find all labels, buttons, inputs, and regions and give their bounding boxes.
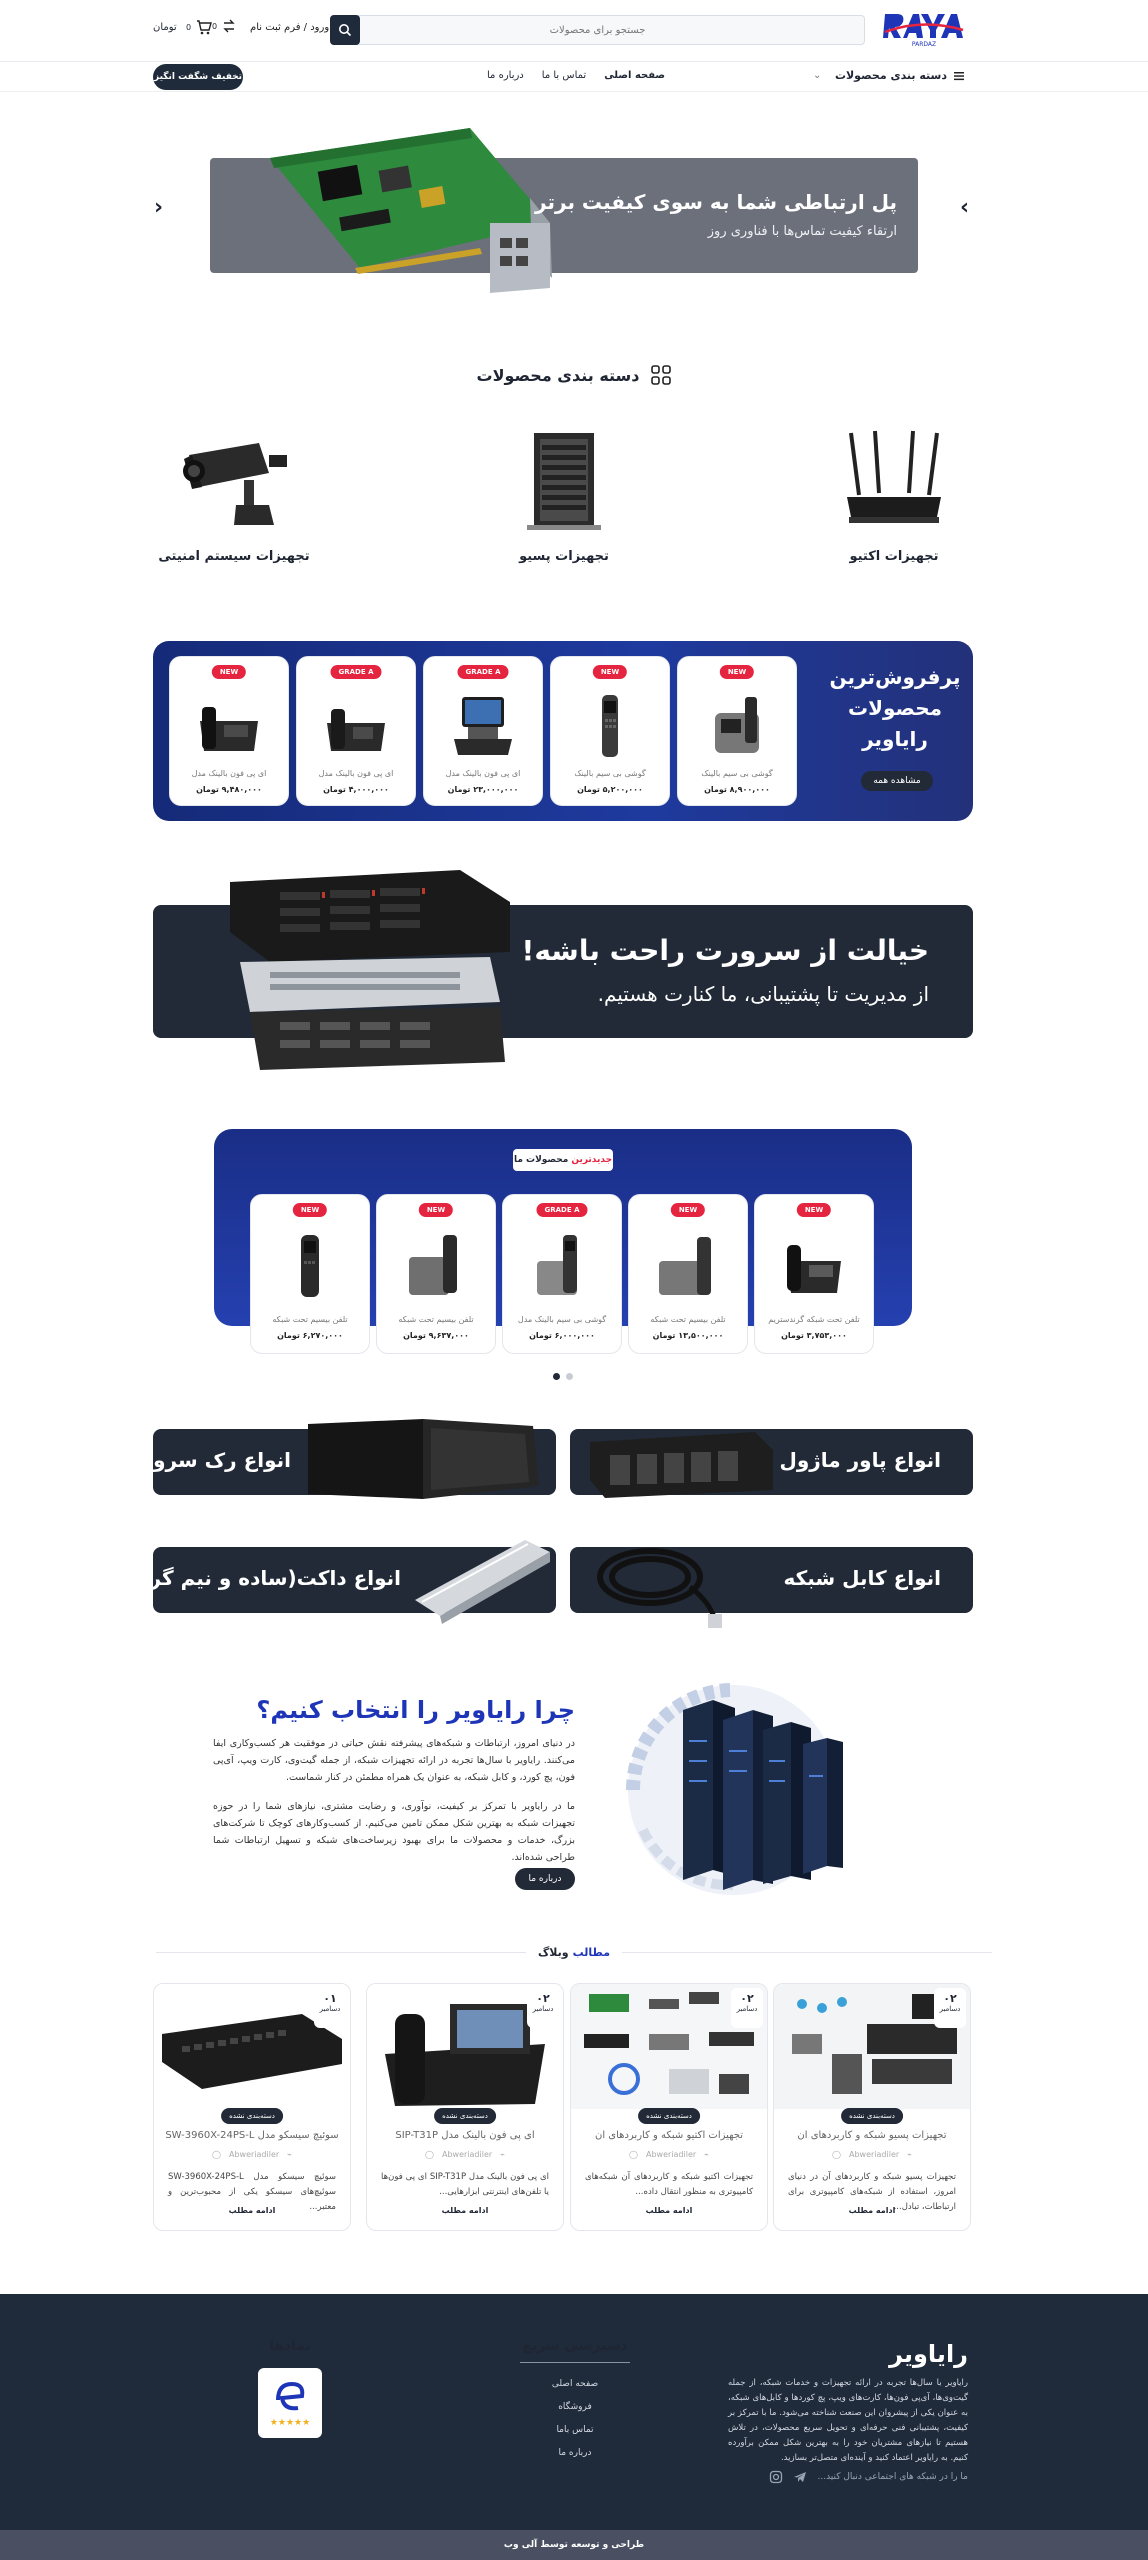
search-button[interactable] — [330, 15, 360, 45]
voip-card-image — [250, 128, 570, 308]
divider — [156, 1952, 526, 1953]
post-author: Abweriadiler — [228, 2150, 280, 2159]
bestsellers-title-line: رایاویر — [862, 727, 928, 751]
dect-base-icon — [629, 1231, 747, 1301]
enamad-logo-icon — [270, 2378, 310, 2418]
duct-image — [410, 1530, 555, 1625]
post-month: دسامبر — [736, 2005, 758, 2013]
badges-title: نمادها — [268, 2338, 312, 2354]
product-card[interactable] — [376, 1194, 496, 1354]
blog-card[interactable] — [570, 1983, 768, 2231]
carousel-dots — [553, 1373, 573, 1380]
post-excerpt: سوئیچ سیسکو مدل SW-3960X-24PS-L سوئیچ‌های سیسکو یکی از محبوب‌ترین و معتبر... — [168, 2172, 336, 2212]
post-day: ۰۲ — [740, 1992, 754, 2005]
currency-label: تومان — [153, 22, 177, 33]
read-more-link[interactable]: ادامه مطلب — [645, 2206, 693, 2215]
rack-icon — [509, 425, 619, 535]
product-badge: NEW — [293, 1203, 327, 1217]
product-card[interactable] — [296, 656, 416, 806]
social-text: ما را در شبکه های اجتماعی دنبال کنید... — [817, 2472, 968, 2482]
blog-card[interactable] — [153, 1983, 351, 2231]
banner-title: انواع رک سرور — [141, 1448, 291, 1472]
nav-contact[interactable]: تماس با ما — [541, 70, 587, 81]
categories-menu-label: دسته بندی محصولات — [834, 69, 947, 82]
cordless-phone-icon — [678, 693, 796, 759]
product-badge: GRADE A — [537, 1203, 588, 1217]
post-author: Abweriadiler — [645, 2150, 697, 2159]
category-label: تجهیزات پسیو — [519, 549, 609, 564]
new-products-pill — [513, 1149, 613, 1171]
post-title[interactable]: سوئیچ سیسکو مدل SW-3960X-24PS-L — [165, 2130, 339, 2141]
product-price: ۶,۰۰۰,۰۰۰ تومان — [529, 1331, 595, 1340]
post-meta — [154, 2150, 350, 2159]
product-badge: NEW — [671, 1203, 705, 1217]
quick-links-column — [520, 2338, 630, 2465]
blog-title-accent: مطالب — [572, 1946, 611, 1959]
product-badge: NEW — [419, 1203, 453, 1217]
cctv-camera-icon — [174, 425, 294, 535]
post-category-tag[interactable]: دسته‌بندی نشده — [434, 2108, 496, 2124]
blog-card[interactable] — [773, 1983, 971, 2231]
post-category-tag[interactable]: دسته‌بندی نشده — [841, 2108, 903, 2124]
dect-handset-icon — [551, 693, 669, 759]
post-date — [527, 1988, 559, 2028]
post-category-tag[interactable]: دسته‌بندی نشده — [221, 2108, 283, 2124]
post-excerpt: تجهیزات پسیو شبکه و کاربردهای آن در دنیای امروز، استفاده از شبکه‌های کامپیوتری برای ارتباطات، تبادل... — [788, 2172, 956, 2212]
share-icon[interactable]: ⌁ — [500, 2150, 505, 2159]
why-paragraph: ما در رایاویر با تمرکز بر کیفیت، نوآوری، و رضایت مشتری، نیازهای شما را در حوزه تجهیزات شبکه به بهترین شکل ممکن تامین می‌کنیم. از کسب‌وکارهای کوچک تا شرکت‌های بزرگ، خدمات و محصولات ما برای بهبود زیرساخت‌های شبکه و تسهیل ارتباطات شما طراحی شده‌اند. — [213, 1801, 575, 1863]
product-price: ۵,۲۰۰,۰۰۰ تومان — [577, 785, 643, 794]
instagram-icon[interactable] — [769, 2470, 783, 2484]
why-paragraph: در دنیای امروز، ارتباطات و شبکه‌های پیشرفته نقش حیاتی در موفقیت هر کسب‌وکاری ایفا می‌کنند. رایاویر با سال‌ها تجربه در ارائه تجهیزات شبکه، از جمله گیت‌وی، کارت ویپ، آی‌پی فون، پچ کورد، و کابل شبکه، به عنوان یک همراه مطمئن در کنار شماست. — [213, 1738, 575, 1783]
product-card[interactable] — [550, 656, 670, 806]
dect-handset-icon — [503, 1231, 621, 1301]
categories-menu[interactable] — [835, 69, 965, 82]
cart-icon — [195, 18, 213, 36]
banner-title: انواع داکت(ساده و نیم گرد) — [130, 1566, 401, 1590]
telegram-icon[interactable] — [793, 2470, 807, 2484]
post-meta — [367, 2150, 563, 2159]
grid-icon — [650, 364, 672, 386]
carousel-dot-active[interactable] — [553, 1373, 560, 1380]
compare-count: 0 — [212, 21, 218, 31]
hero-title: پل ارتباطی شما به سوی کیفیت برتر — [535, 190, 897, 214]
product-title: تلفن بیسیم تحت شبکه — [272, 1315, 348, 1324]
post-title[interactable]: ای پی فون بالینک مدل SIP-T31P — [395, 2130, 535, 2141]
wall-rack-image — [303, 1414, 548, 1504]
banner-title: انواع پاور ماژول — [779, 1448, 941, 1472]
special-offer-button[interactable]: تخفیف شگفت انگیز — [153, 64, 243, 90]
product-badge: NEW — [720, 665, 754, 679]
product-title: تلفن تحت شبکه گرندستریم — [768, 1315, 860, 1324]
category-security-equipment[interactable] — [154, 425, 314, 564]
post-month: دسامبر — [319, 2005, 341, 2013]
login-register-link[interactable]: ورود / فرم ثبت نام — [250, 22, 330, 33]
post-date — [731, 1988, 763, 2028]
nav-about[interactable]: درباره ما — [487, 70, 524, 81]
search-box[interactable] — [330, 15, 865, 45]
quick-links-title: دسترسی سریع — [522, 2338, 628, 2354]
post-excerpt: تجهیزات اکتیو شبکه و کاربردهای آن شبکه‌های کامپیوتری به منظور انتقال داده... — [585, 2172, 753, 2197]
product-price: ۶,۲۷۰,۰۰۰ تومان — [277, 1331, 343, 1340]
bestsellers-title-line: محصولات — [847, 696, 943, 720]
why-text — [213, 1735, 575, 1866]
product-title: گوشی بی سیم بالینک — [574, 769, 646, 778]
ip-phone-icon — [170, 693, 288, 759]
banner-title: انواع کابل شبکه — [783, 1566, 941, 1590]
product-badge: GRADE A — [331, 665, 382, 679]
new-products-pill-text: محصولات ما — [513, 1155, 569, 1165]
post-date — [314, 1988, 346, 2028]
product-card[interactable] — [250, 1194, 370, 1354]
power-module-image — [585, 1420, 775, 1500]
blog-section-title — [0, 1946, 1148, 1959]
category-label: تجهیزات اکتیو — [849, 549, 939, 564]
bestsellers-title — [825, 662, 965, 755]
product-badge: GRADE A — [458, 665, 509, 679]
product-title: ای پی فون بالینک مدل — [318, 769, 394, 778]
search-icon — [338, 23, 352, 37]
compare-button[interactable] — [212, 18, 237, 34]
blog-card[interactable] — [366, 1983, 564, 2231]
category-label: تجهیزات سیستم امنیتی — [158, 549, 310, 564]
product-price: ۳,۷۵۳,۰۰۰ تومان — [781, 1331, 847, 1340]
product-price: ۸,۹۰۰,۰۰۰ تومان — [704, 785, 770, 794]
post-author: Abweriadiler — [441, 2150, 493, 2159]
chevron-down-icon: ⌄ — [813, 70, 822, 81]
compare-arrows-icon — [221, 18, 237, 34]
carousel-dot[interactable] — [566, 1373, 573, 1380]
user-icon: ◯ — [629, 2150, 638, 2159]
dect-base-icon — [377, 1231, 495, 1301]
user-icon: ◯ — [425, 2150, 434, 2159]
category-passive-equipment[interactable] — [484, 425, 644, 564]
footer-about: رایاویر با سال‌ها تجربه در ارائه تجهیزات و خدمات شبکه، از جمله گیت‌وی‌ها، آی‌پی فون‌ها، کارت‌های ویپ، پچ کوردها و کابل‌های شبکه، به عنوان یکی از پیشروان این صنعت شناخته می‌شود. ما با تمرکز بر کیفیت، پشتیبانی فنی حرفه‌ای و تحویل سریع محصولات، در تلاش هستیم تا نیازهای مشتریان خود را به بهترین شکل ممکن برآورده کنیم. به رایاویر اعتماد کنید و آینده‌ای متصل‌تر بسازید. — [728, 2378, 968, 2463]
blog-title-text: وبلاگ — [537, 1946, 569, 1959]
product-price: ۹,۶۳۷,۰۰۰ تومان — [403, 1331, 469, 1340]
product-price: ۲۳,۰۰۰,۰۰۰ تومان — [447, 785, 519, 794]
read-more-link[interactable]: ادامه مطلب — [848, 2206, 896, 2215]
footer-brand: رایاویر — [889, 2340, 968, 2368]
cart-button[interactable] — [186, 18, 213, 36]
post-title[interactable]: تجهیزات اکتیو شبکه و کاربردهای آن — [595, 2130, 743, 2141]
product-card[interactable] — [502, 1194, 622, 1354]
product-badge: NEW — [797, 1203, 831, 1217]
footer-social — [769, 2470, 968, 2484]
badges-column — [245, 2338, 335, 2438]
post-author: Abweriadiler — [848, 2150, 900, 2159]
main-nav — [487, 70, 665, 81]
product-badge: NEW — [593, 665, 627, 679]
post-day: ۰۲ — [536, 1992, 550, 2005]
bottom-bar — [0, 2530, 1148, 2560]
share-icon[interactable]: ⌁ — [287, 2150, 292, 2159]
new-products-pill-accent: جدیدترین — [571, 1155, 613, 1165]
ip-phone-icon — [297, 693, 415, 759]
category-active-equipment[interactable] — [814, 425, 974, 564]
server-image — [210, 862, 510, 1072]
post-excerpt: ای پی فون بالینک مدل SIP-T31P ای پی فون‌ها یا تلفن‌های اینترنتی ابزارهایی... — [381, 2172, 549, 2197]
cart-count: 0 — [186, 22, 192, 32]
divider — [520, 2362, 630, 2363]
product-price: ۱۳,۵۰۰,۰۰۰ تومان — [652, 1331, 724, 1340]
search-input[interactable] — [331, 16, 864, 44]
about-us-button[interactable]: درباره ما — [515, 1868, 575, 1890]
footer-link-about[interactable]: درباره ما — [558, 2448, 592, 2458]
footer-link-shop[interactable]: فروشگاه — [558, 2402, 592, 2412]
footer-link-home[interactable]: صفحه اصلی — [551, 2379, 599, 2389]
product-price: ۴,۰۰۰,۰۰۰ تومان — [323, 785, 389, 794]
post-date — [934, 1988, 966, 2028]
datacenter-image — [613, 1680, 883, 1920]
footer-link-contact[interactable]: تماس باما — [556, 2425, 594, 2435]
product-title: ای پی فون بالینک مدل — [445, 769, 521, 778]
product-title: گوشی بی سیم بالینک — [701, 769, 773, 778]
logo-subtitle: PARDAZ — [911, 41, 937, 48]
product-card[interactable] — [628, 1194, 748, 1354]
post-meta — [571, 2150, 767, 2159]
read-more-link[interactable]: ادامه مطلب — [228, 2206, 276, 2215]
hamburger-icon — [953, 70, 965, 82]
video-phone-icon — [424, 693, 542, 759]
bestsellers-title-line: پرفروش‌ترین — [829, 665, 961, 689]
share-icon[interactable]: ⌁ — [907, 2150, 912, 2159]
product-card[interactable] — [169, 656, 289, 806]
desk-phone-icon — [755, 1231, 873, 1301]
post-meta — [774, 2150, 970, 2159]
dect-handset-icon — [251, 1231, 369, 1301]
product-title: ای پی فون بالینک مدل — [191, 769, 267, 778]
categories-title-text: دسته بندی محصولات — [476, 365, 640, 385]
divider — [622, 1952, 992, 1953]
slider-next-arrow[interactable]: › — [960, 195, 970, 220]
user-icon: ◯ — [832, 2150, 841, 2159]
credits-text[interactable]: طراحی و توسعه توسط آلی وب — [503, 2540, 645, 2550]
server-banner-subtitle: از مدیریت تا پشتیبانی، ما کنارت هستیم. — [597, 982, 929, 1006]
enamad-badge[interactable] — [258, 2368, 322, 2438]
product-card[interactable] — [677, 656, 797, 806]
categories-section-title — [0, 364, 1148, 386]
post-category-tag[interactable]: دسته‌بندی نشده — [638, 2108, 700, 2124]
post-day: ۰۱ — [323, 1992, 337, 2005]
router-icon — [839, 425, 949, 535]
post-day: ۰۲ — [943, 1992, 957, 2005]
post-month: دسامبر — [532, 2005, 554, 2013]
slider-prev-arrow[interactable]: ‹ — [154, 195, 164, 220]
user-icon: ◯ — [212, 2150, 221, 2159]
product-card[interactable] — [754, 1194, 874, 1354]
product-card[interactable] — [423, 656, 543, 806]
product-price: ۹,۴۸۰,۰۰۰ تومان — [196, 785, 262, 794]
product-title: گوشی بی سیم بالینک مدل — [517, 1315, 607, 1324]
product-badge: NEW — [212, 665, 246, 679]
share-icon[interactable]: ⌁ — [704, 2150, 709, 2159]
product-title: تلفن بیسیم تحت شبکه — [650, 1315, 726, 1324]
nav-home[interactable]: صفحه اصلی — [604, 70, 666, 81]
hero-subtitle: ارتقاء کیفیت تماس‌ها با فناوری روز — [707, 224, 897, 239]
site-logo[interactable] — [883, 10, 965, 48]
view-all-button[interactable]: مشاهده همه — [861, 771, 933, 791]
post-title[interactable]: تجهیزات پسیو شبکه و کاربردهای آن — [797, 2130, 947, 2141]
server-banner-title: خیالت از سرورت راحت باشه! — [521, 934, 929, 967]
why-title: چرا رایاویر را انتخاب کنیم؟ — [256, 1696, 575, 1724]
network-cable-image — [590, 1532, 740, 1632]
post-month: دسامبر — [939, 2005, 961, 2013]
rating-stars: ★★★★★ — [269, 2418, 311, 2428]
product-title: تلفن بیسیم تحت شبکه — [398, 1315, 474, 1324]
read-more-link[interactable]: ادامه مطلب — [441, 2206, 489, 2215]
